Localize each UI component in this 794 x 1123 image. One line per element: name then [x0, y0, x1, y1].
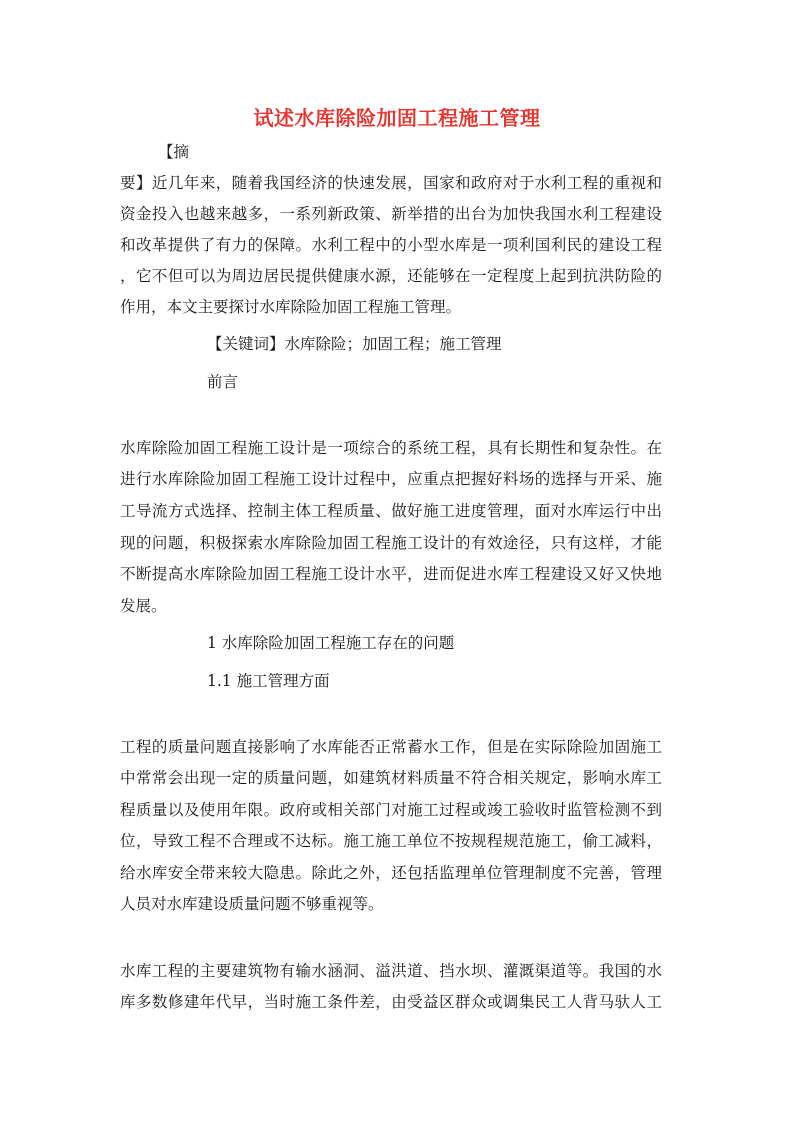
- keywords-line: 【关键词】水库除险；加固工程；施工管理: [207, 335, 502, 353]
- preface-line: 水库除险加固工程施工设计是一项综合的系统工程，具有长期性和复杂性。在: [120, 439, 662, 457]
- paragraph-line: 水库工程的主要建筑物有输水涵洞、溢洪道、挡水坝、灌溉渠道等。我国的水: [120, 962, 662, 980]
- preface-line: 现的问题，积极探索水库除险加固工程施工设计的有效途径，只有这样，才能: [120, 534, 662, 552]
- preface-heading: 前言: [207, 373, 239, 391]
- document-title: 试述水库除险加固工程施工管理: [253, 106, 541, 130]
- abstract-line: 和改革提供了有力的保障。水利工程中的小型水库是一项利国利民的建设工程: [120, 236, 662, 254]
- paragraph-line: 中常常会出现一定的质量问题，如建筑材料质量不符合相关规定，影响水库工: [120, 769, 662, 787]
- preface-line: 发展。: [120, 597, 167, 615]
- paragraph-line: 人员对水库建设质量问题不够重视等。: [120, 895, 384, 913]
- abstract-line: 资金投入也越来越多，一系列新政策、新举措的出台为加快我国水利工程建设: [120, 205, 662, 223]
- paragraph-line: 位，导致工程不合理或不达标。施工施工单位不按规程规范施工，偷工减料，: [120, 832, 662, 850]
- abstract-line: ，它不但可以为周边居民提供健康水源，还能够在一定程度上起到抗洪防险的: [120, 267, 662, 285]
- paragraph-line: 给水库安全带来较大隐患。除此之外，还包括监理单位管理制度不完善，管理: [120, 864, 662, 882]
- paragraph-line: 库多数修建年代早，当时施工条件差，由受益区群众或调集民工人背马驮人工: [120, 993, 662, 1011]
- abstract-line: 作用，本文主要探讨水库除险加固工程施工管理。: [120, 298, 462, 316]
- preface-line: 进行水库除险加固工程施工设计过程中，应重点把握好料场的选择与开采、施: [120, 470, 662, 488]
- paragraph-line: 工程的质量问题直接影响了水库能否正常蓄水工作，但是在实际除险加固施工: [120, 738, 662, 756]
- preface-line: 工导流方式选择、控制主体工程质量、做好施工进度管理，面对水库运行中出: [120, 502, 662, 520]
- abstract-line: 要】近几年来，随着我国经济的快速发展，国家和政府对于水利工程的重视和: [120, 174, 662, 192]
- subsection-heading: 1.1 施工管理方面: [207, 672, 330, 690]
- abstract-label-line: 【摘: [158, 143, 190, 161]
- preface-line: 不断提高水库除险加固工程施工设计水平，进而促进水库工程建设又好又快地: [120, 565, 662, 583]
- paragraph-line: 程质量以及使用年限。政府或相关部门对施工过程或竣工验收时监管检测不到: [120, 801, 662, 819]
- section-heading: 1 水库除险加固工程施工存在的问题: [207, 634, 455, 652]
